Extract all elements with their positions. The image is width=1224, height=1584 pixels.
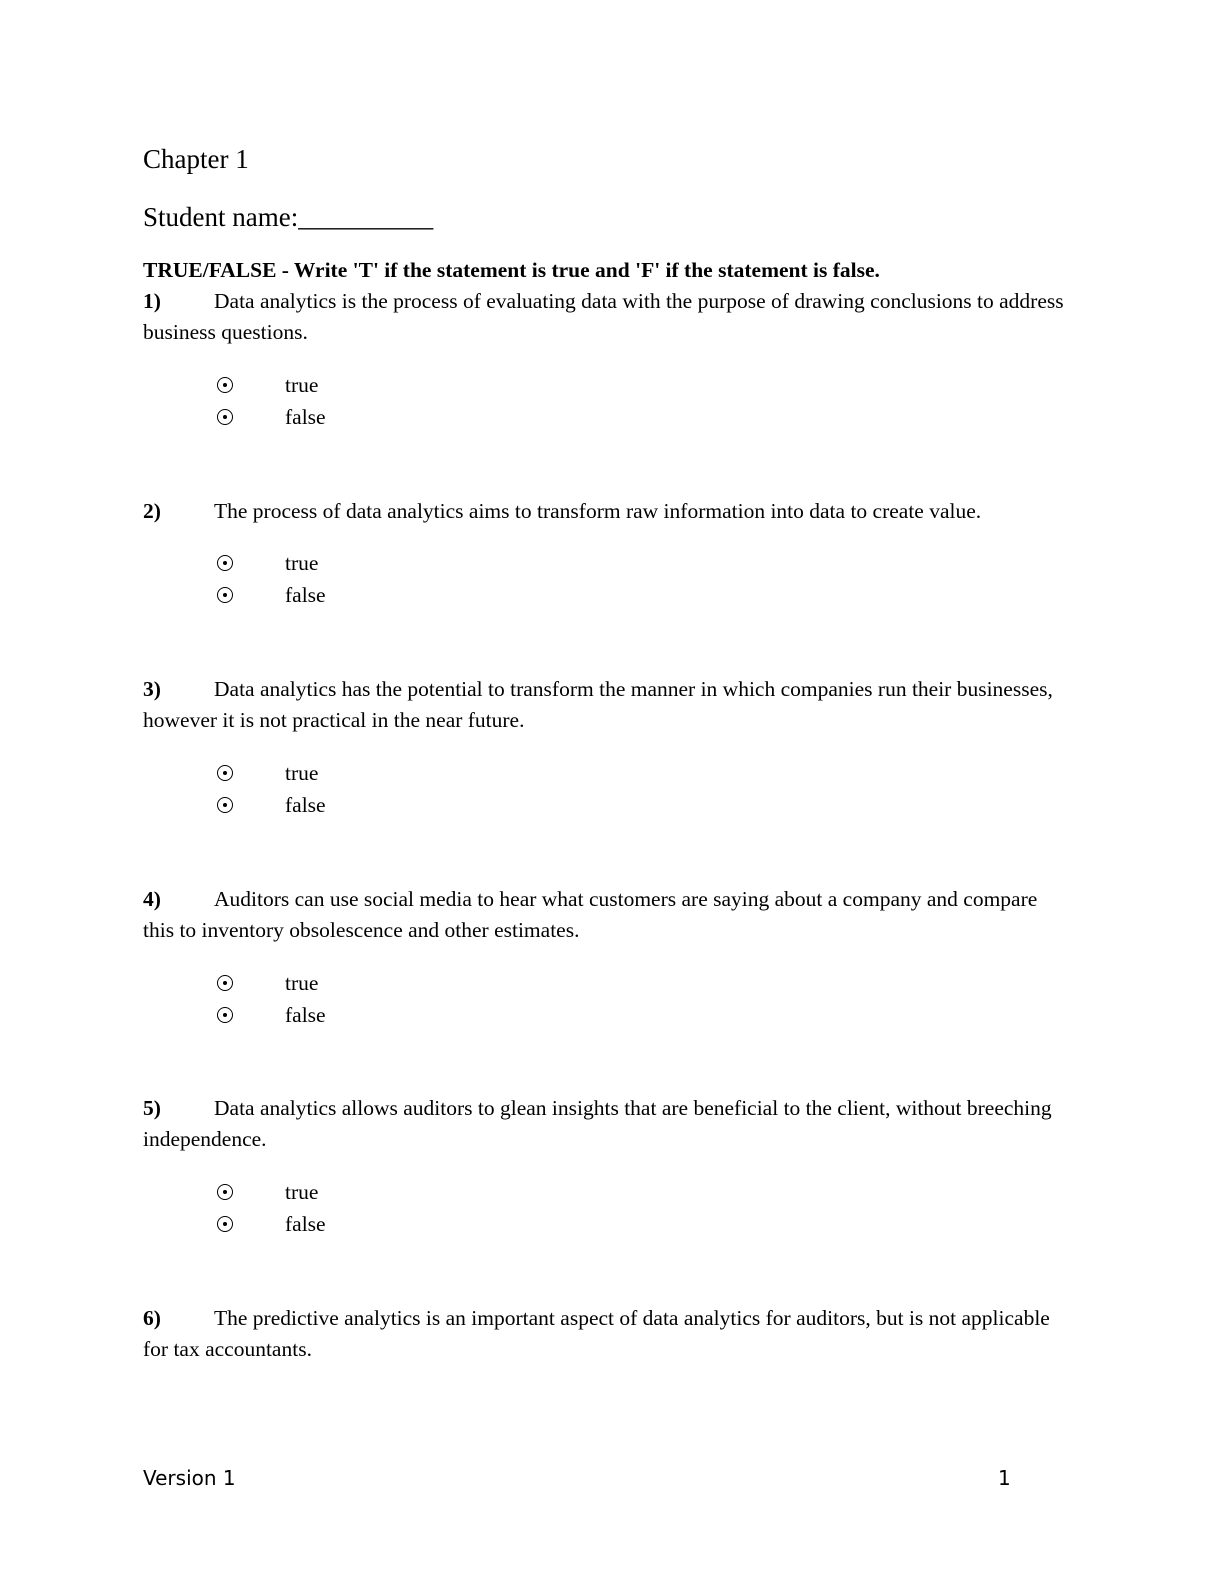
question-number: 1) [143, 289, 161, 313]
option-false[interactable] [214, 1208, 326, 1240]
option-label: true [285, 1180, 319, 1204]
radio-icon[interactable] [217, 587, 233, 603]
option-true[interactable] [214, 967, 326, 999]
chapter-title: Chapter 1 [143, 144, 249, 174]
question-5 [143, 1093, 1073, 1155]
option-label: false [285, 1003, 326, 1027]
student-name-line [143, 200, 433, 234]
radio-icon[interactable] [217, 1184, 233, 1200]
question-text: Data analytics allows auditors to glean insights that are beneficial to the client, without breeching independence. [143, 1096, 1052, 1151]
question-5-options [214, 1176, 326, 1240]
question-number: 4) [143, 887, 161, 911]
option-label: true [285, 373, 319, 397]
question-text: Data analytics is the process of evaluating data with the purpose of drawing conclusions to address business questions. [143, 289, 1064, 344]
question-3 [143, 674, 1073, 736]
question-4-options [214, 967, 326, 1031]
question-2 [143, 496, 1073, 527]
option-false[interactable] [214, 789, 326, 821]
radio-icon[interactable] [217, 1216, 233, 1232]
radio-icon[interactable] [217, 555, 233, 571]
question-number: 2) [143, 499, 161, 523]
question-number: 5) [143, 1096, 161, 1120]
question-1-options [214, 369, 326, 433]
question-2-options [214, 547, 326, 611]
option-false[interactable] [214, 579, 326, 611]
footer-version: Version 1 [143, 1466, 236, 1490]
option-label: true [285, 971, 319, 995]
footer-page-number: 1 [998, 1466, 1011, 1490]
option-false[interactable] [214, 999, 326, 1031]
instructions: TRUE/FALSE - Write 'T' if the statement is true and 'F' if the statement is false. [143, 258, 880, 282]
option-label: true [285, 551, 319, 575]
question-text: The process of data analytics aims to transform raw information into data to create value. [214, 499, 982, 523]
option-true[interactable] [214, 547, 326, 579]
question-number: 6) [143, 1306, 161, 1330]
question-6 [143, 1303, 1073, 1365]
radio-icon[interactable] [217, 409, 233, 425]
question-text: Data analytics has the potential to transform the manner in which companies run their businesses, however it is not practical in the near future. [143, 677, 1053, 732]
option-label: false [285, 793, 326, 817]
option-true[interactable] [214, 1176, 326, 1208]
question-number: 3) [143, 677, 161, 701]
option-false[interactable] [214, 401, 326, 433]
question-4 [143, 884, 1073, 946]
radio-icon[interactable] [217, 975, 233, 991]
option-true[interactable] [214, 369, 326, 401]
radio-icon[interactable] [217, 1007, 233, 1023]
radio-icon[interactable] [217, 377, 233, 393]
option-label: true [285, 761, 319, 785]
question-3-options [214, 757, 326, 821]
option-label: false [285, 405, 326, 429]
radio-icon[interactable] [217, 765, 233, 781]
option-label: false [285, 1212, 326, 1236]
question-text: Auditors can use social media to hear what customers are saying about a company and compare this to inventory obsolescence and other estimates. [143, 887, 1038, 942]
radio-icon[interactable] [217, 797, 233, 813]
question-text: The predictive analytics is an important aspect of data analytics for auditors, but is not applicable for tax accountants. [143, 1306, 1050, 1361]
option-label: false [285, 583, 326, 607]
student-name-label: Student name: [143, 202, 299, 232]
option-true[interactable] [214, 757, 326, 789]
question-1 [143, 286, 1073, 348]
student-name-blank[interactable]: __________ [298, 202, 434, 232]
